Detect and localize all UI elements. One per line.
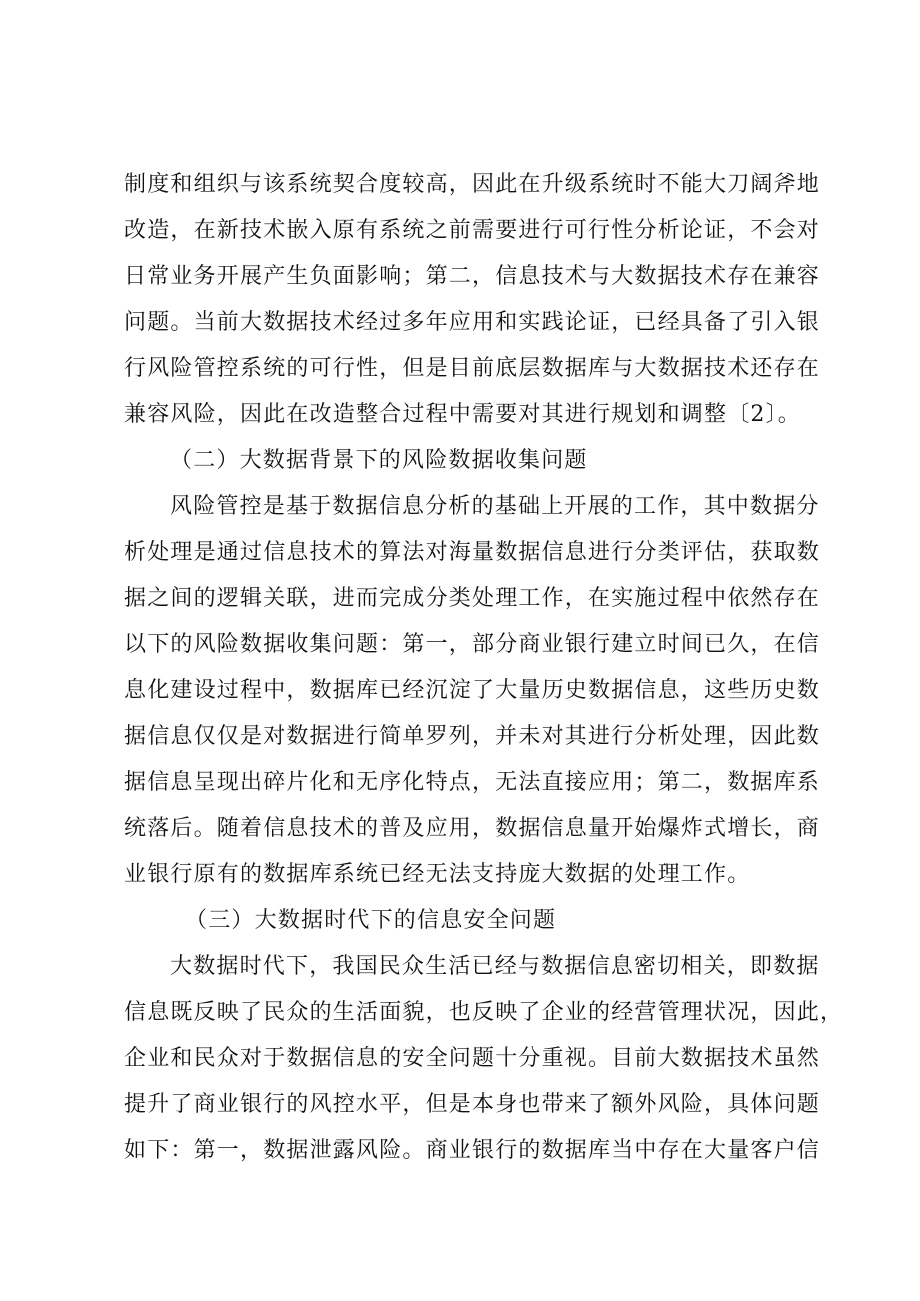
paragraph-line: 统落后。随着信息技术的普及应用，数据信息量开始爆炸式增长，商 [124,816,821,841]
section-heading-3: （三）大数据时代下的信息安全问题 [185,908,557,933]
continued-paragraph [124,162,821,438]
section-heading-2: （二）大数据背景下的风险数据收集问题 [170,448,588,473]
paragraph-line: 据之间的逻辑关联，进而完成分类处理工作，在实施过程中依然存在 [124,586,821,611]
paragraph-line: 大数据时代下，我国民众生活已经与数据信息密切相关，即数据 [170,954,820,979]
paragraph-line: 信息既反映了民众的生活面貌，也反映了企业的经营管理状况，因此， [124,1000,844,1025]
paragraph-line: 风险管控是基于数据信息分析的基础上开展的工作，其中数据分 [170,494,820,519]
paragraph-line: 提升了商业银行的风控水平，但是本身也带来了额外风险，具体问题 [124,1092,821,1117]
paragraph-line: 析处理是通过信息技术的算法对海量数据信息进行分类评估，获取数 [124,540,821,565]
paragraph-line: 以下的风险数据收集问题：第一，部分商业银行建立时间已久，在信 [124,632,821,657]
section-2-paragraph [124,484,821,898]
paragraph-line: 据信息仅仅是对数据进行简单罗列，并未对其进行分析处理，因此数 [124,724,821,749]
section-3-paragraph [124,944,844,1174]
paragraph-line: 业银行原有的数据库系统已经无法支持庞大数据的处理工作。 [124,862,751,887]
paragraph-line: 如下：第一，数据泄露风险。商业银行的数据库当中存在大量客户信 [124,1138,821,1163]
paragraph-line: 据信息呈现出碎片化和无序化特点，无法直接应用；第二，数据库系 [124,770,821,795]
paragraph-line: 日常业务开展产生负面影响；第二，信息技术与大数据技术存在兼容 [124,264,821,289]
paragraph-line: 企业和民众对于数据信息的安全问题十分重视。目前大数据技术虽然 [124,1046,821,1071]
paragraph-line: 改造，在新技术嵌入原有系统之前需要进行可行性分析论证，不会对 [124,218,821,243]
paragraph-line: 制度和组织与该系统契合度较高，因此在升级系统时不能大刀阔斧地 [124,172,821,197]
paragraph-line: 息化建设过程中，数据库已经沉淀了大量历史数据信息，这些历史数 [124,678,821,703]
paragraph-line: 行风险管控系统的可行性，但是目前底层数据库与大数据技术还存在 [124,356,821,381]
paragraph-line: 问题。当前大数据技术经过多年应用和实践论证，已经具备了引入银 [124,310,821,335]
paragraph-line: 兼容风险，因此在改造整合过程中需要对其进行规划和调整〔2〕。 [124,402,801,427]
